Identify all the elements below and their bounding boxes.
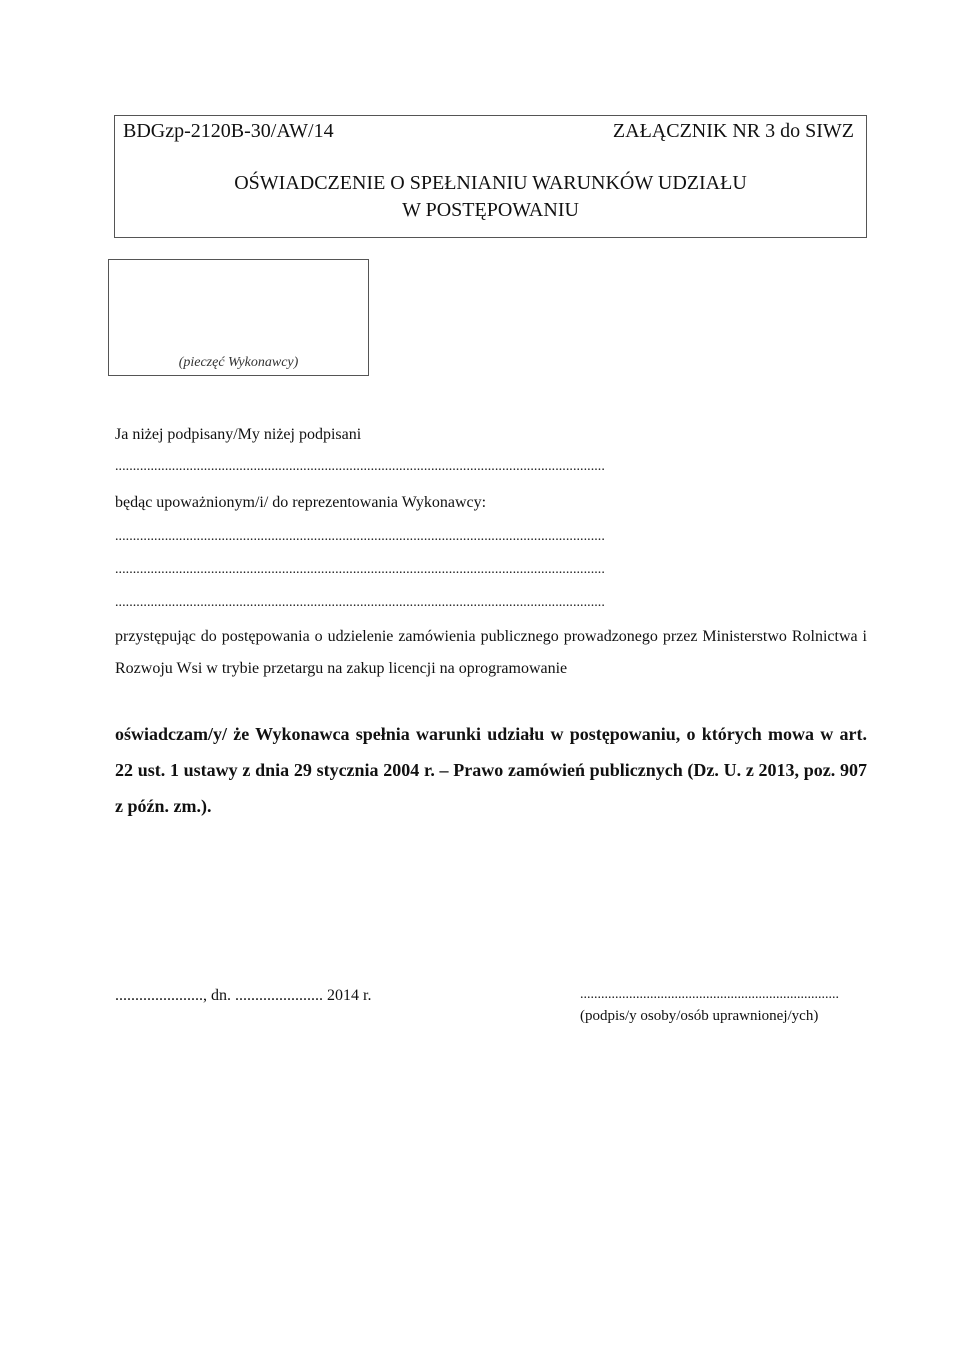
document-title-line-1: OŚWIADCZENIE O SPEŁNIANIU WARUNKÓW UDZIAŁU <box>234 172 747 194</box>
signatories-label: Ja niżej podpisany/My niżej podpisani <box>115 426 362 443</box>
annex-label: ZAŁĄCZNIK NR 3 do SIWZ <box>612 120 854 142</box>
procedure-paragraph: przystępując do postępowania o udzielenie zamówienia publicznego prowadzonego przez Ministerstwo Rolnictwa i Rozwoju Wsi w trybie przetargu na zakup licencji na oprogramowanie <box>115 628 867 677</box>
contractor-fill-line-1: .......................................................................................................................................... <box>115 529 605 544</box>
representing-label: będąc upoważnionym/i/ do reprezentowania Wykonawcy: <box>115 494 487 511</box>
declaration-paragraph: oświadczam/y/ że Wykonawca spełnia warunki udziału w postępowaniu, o których mowa w art. 22 ust. 1 ustawy z dnia 29 stycznia 2004 r. – Prawo zamówień publicznych (Dz. U. z 2013, poz. 907 z późn. zm.). <box>115 724 867 816</box>
signature-line: .......................................................................... <box>580 987 839 1002</box>
document-title <box>115 170 866 224</box>
contractor-stamp-box <box>108 259 369 376</box>
place-date-line: ......................, dn. ...................... 2014 r. <box>115 987 372 1004</box>
stamp-label: (pieczęć Wykonawcy) <box>178 355 299 370</box>
signatories-fill-line: .......................................................................................................................................... <box>115 459 605 474</box>
signature-caption: (podpis/y osoby/osób uprawnionej/ych) <box>580 1008 819 1024</box>
header-box <box>114 115 867 238</box>
contractor-fill-line-2: .......................................................................................................................................... <box>115 562 605 577</box>
reference-number: BDGzp-2120B-30/AW/14 <box>123 120 334 142</box>
contractor-fill-line-3: .......................................................................................................................................... <box>115 595 605 610</box>
document-title-line-2: W POSTĘPOWANIU <box>402 199 579 221</box>
